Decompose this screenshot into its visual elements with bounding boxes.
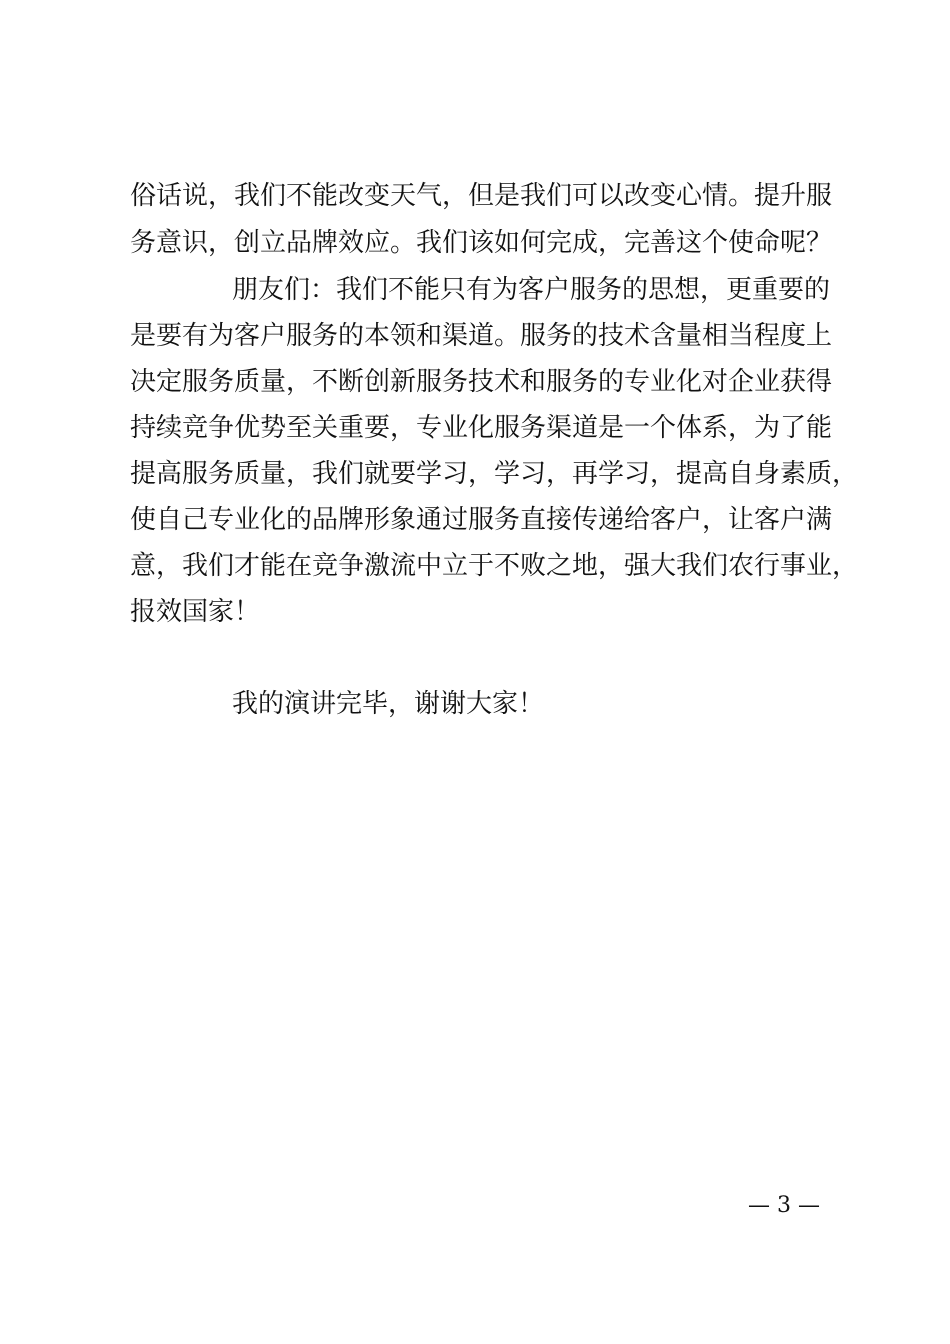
paragraph-2-line-3: 决定服务质量，不断创新服务技术和服务的专业化对企业获得 xyxy=(130,367,833,397)
paragraph-2-line-5: 提高服务质量，我们就要学习，学习，再学习，提高自身素质， xyxy=(130,459,859,489)
paragraph-2-line-6: 使自己专业化的品牌形象通过服务直接传递给客户，让客户满 xyxy=(130,505,833,535)
closing-remark: 我的演讲完毕，谢谢大家！ xyxy=(232,689,545,719)
page-number: — 3 — xyxy=(748,1193,820,1218)
paragraph-2-line-4: 持续竞争优势至关重要，专业化服务渠道是一个体系，为了能 xyxy=(130,413,833,443)
paragraph-1-line-2: 务意识，创立品牌效应。我们该如何完成，完善这个使命呢？ xyxy=(130,228,833,258)
paragraph-1-line-1: 俗话说，我们不能改变天气，但是我们可以改变心情。提升服 xyxy=(130,181,833,211)
paragraph-2-line-8: 报效国家！ xyxy=(130,597,261,627)
paragraph-2-line-1: 朋友们：我们不能只有为客户服务的思想，更重要的 xyxy=(232,275,831,305)
paragraph-2-line-2: 是要有为客户服务的本领和渠道。服务的技术含量相当程度上 xyxy=(130,321,833,351)
paragraph-2-line-7: 意，我们才能在竞争激流中立于不败之地，强大我们农行事业， xyxy=(130,551,859,581)
